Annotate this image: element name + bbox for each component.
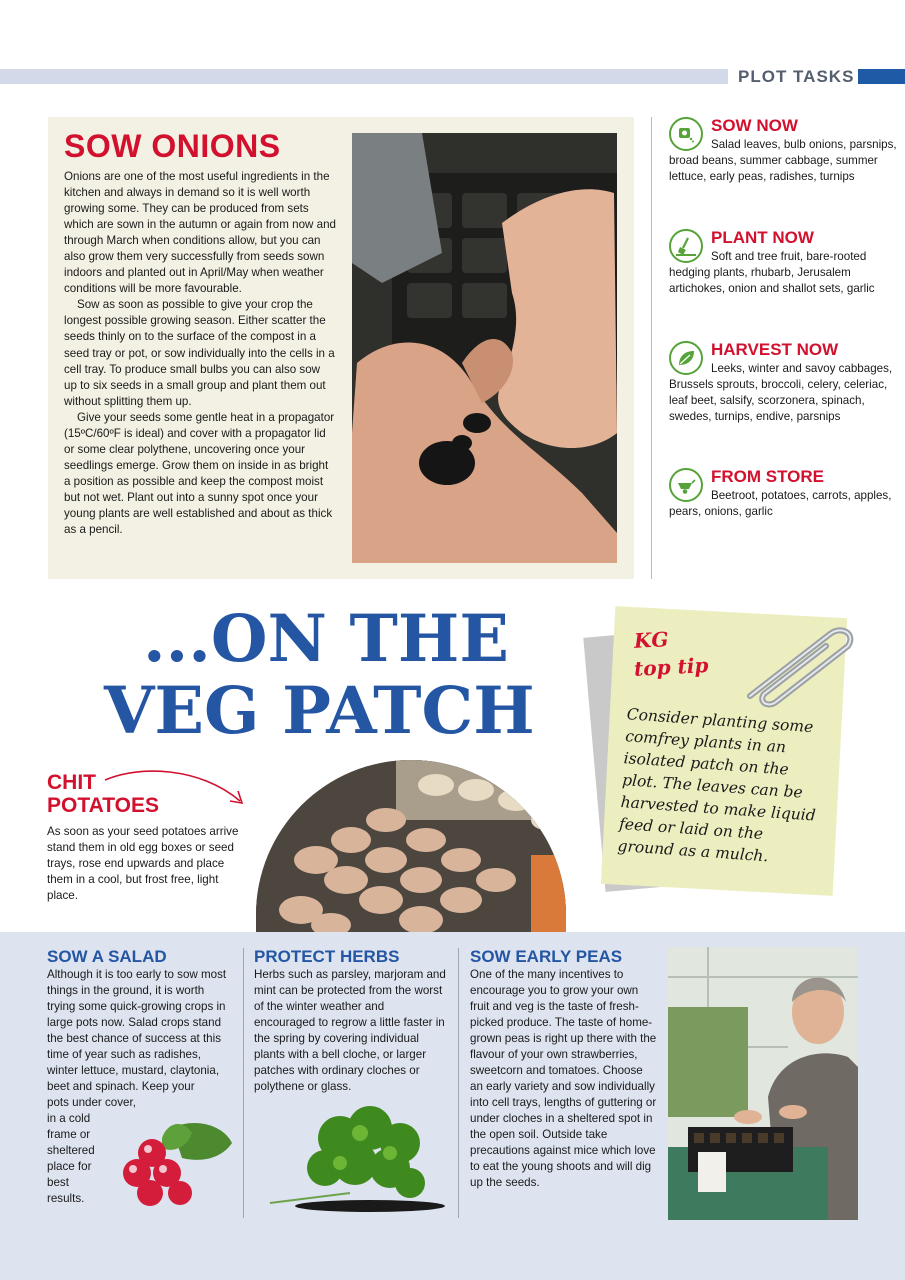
- radishes-image: [112, 1118, 237, 1223]
- tip-title: KG: [633, 627, 670, 653]
- tip-subtitle: top tip: [633, 653, 709, 681]
- column-divider: [458, 948, 459, 1218]
- text-line: in a cold: [47, 1112, 91, 1125]
- text-line: pots under cover,: [47, 1096, 136, 1109]
- man-sowing-peas-photo: [668, 947, 858, 1220]
- potato-trays-photo: [256, 760, 566, 935]
- protect-herbs-title: PROTECT HERBS: [254, 947, 400, 966]
- curved-arrow-icon: [100, 765, 250, 815]
- sow-early-peas-title: SOW EARLY PEAS: [470, 947, 623, 966]
- text-line: place for: [47, 1160, 92, 1173]
- paragraph: Onions are one of the most useful ingredients in the kitchen and always in demand so it is well worth growing some. They can be produced from sets which are sown in the autumn or again from now and through March when conditions allow, but you can also grow them very successfully from seeds sown indoors and planted out in April/May when weather conditions will be more favourable.: [64, 170, 336, 296]
- from-store-text: Beetroot, potatoes, carrots, apples, pears, onions, garlic: [669, 489, 892, 518]
- chit-potatoes-title-line1: CHIT: [47, 771, 96, 794]
- sow-salad-title: SOW A SALAD: [47, 947, 167, 966]
- sow-onions-title: SOW ONIONS: [64, 128, 281, 164]
- parsley-image: [260, 1098, 450, 1218]
- harvest-now-title: HARVEST NOW: [711, 340, 839, 359]
- paragraph: Give your seeds some gentle heat in a propagator (15ºC/60ºF is ideal) and cover with a propagator lid or some clear polythene, uncovering once your seedlings emerge. Grow them on inside in as bright a position as possible and keep the compost moist but not wet. Plant out into a sunny spot once your young plants are well established and about as thick as a pencil.: [64, 410, 335, 537]
- sow-now-text: Salad leaves, bulb onions, parsnips, broad beans, summer cabbage, summer lettuce, early peas, radishes, turnips: [669, 138, 897, 183]
- sow-early-peas-text: One of the many incentives to encourage you to grow your own fruit and veg is the taste of fresh-picked produce. The taste of home-grown peas is right up there with the flavour of your own strawberries, sweetcorn and tomatoes. Choose an early variety and sow individually into cell trays, lengths of guttering or under cloches in a sheltered spot in the open soil. Outside take precautions against mice which love to eat the young shoots and will dig up the seeds.: [470, 968, 657, 1189]
- sow-now-title: SOW NOW: [711, 116, 798, 135]
- sow-onions-body: [64, 169, 336, 538]
- text-line: frame or: [47, 1128, 91, 1141]
- chit-potatoes-text: As soon as your seed potatoes arrive stand them in old egg boxes or seed trays, rose end upwards and place them in a cool, but frost free, light place.: [47, 825, 239, 902]
- header-bar: [0, 69, 728, 84]
- section-label: PLOT TASKS: [738, 67, 855, 86]
- chit-potatoes-title-line2: POTATOES: [47, 794, 160, 817]
- column-divider: [243, 948, 244, 1218]
- protect-herbs-text: Herbs such as parsley, marjoram and mint can be protected from the worst of the winter weather and encouraged to regrow a little faster in the spring by covering individual plants with a bell cloche, or larger patches with ordinary cloches or polythene or glass.: [254, 968, 446, 1093]
- text-line: best: [47, 1176, 69, 1189]
- header-accent-block: [858, 69, 905, 84]
- harvest-now-text: Leeks, winter and savoy cabbages, Brussels sprouts, broccoli, celery, celeriac, leaf beet, salsify, scorzonera, spinach, swedes, turnips, endive, parsnips: [669, 362, 893, 423]
- onion-seeds-in-hand-photo: [352, 133, 617, 563]
- text-line: results.: [47, 1192, 85, 1205]
- plant-now-text: Soft and tree fruit, bare-rooted hedging plants, rhubarb, Jerusalem artichokes, onion and shallot sets, garlic: [669, 250, 875, 295]
- paperclip-icon: [730, 616, 860, 716]
- headline-line2: VEG PATCH: [104, 673, 535, 749]
- tip-text: Consider planting some comfrey plants in an isolated patch on the plot. The leaves can be harvested to make liquid feed or laid on the ground as a mulch.: [617, 705, 817, 866]
- headline-line1: ...ON THE: [143, 601, 509, 677]
- plant-now-title: PLANT NOW: [711, 228, 814, 247]
- from-store-title: FROM STORE: [711, 467, 825, 486]
- text-line: sheltered: [47, 1144, 95, 1157]
- column-divider: [651, 117, 652, 579]
- sow-salad-text: Although it is too early to sow most things in the ground, it is worth trying some quick-growing crops in large pots now. Salad crops stand the best chance of success at this time of year such as radishes, winter lettuce, mustard, claytonia, beet and spinach. Keep your: [47, 968, 227, 1093]
- paragraph: Sow as soon as possible to give your crop the longest possible growing season. Either scatter the seeds thinly on to the surface of the compost in a seed tray or pot, or sow individually into the cells in a cell tray. To produce small bulbs you can also sow up to six seeds in a small group and plant them out without splitting them up.: [64, 298, 335, 408]
